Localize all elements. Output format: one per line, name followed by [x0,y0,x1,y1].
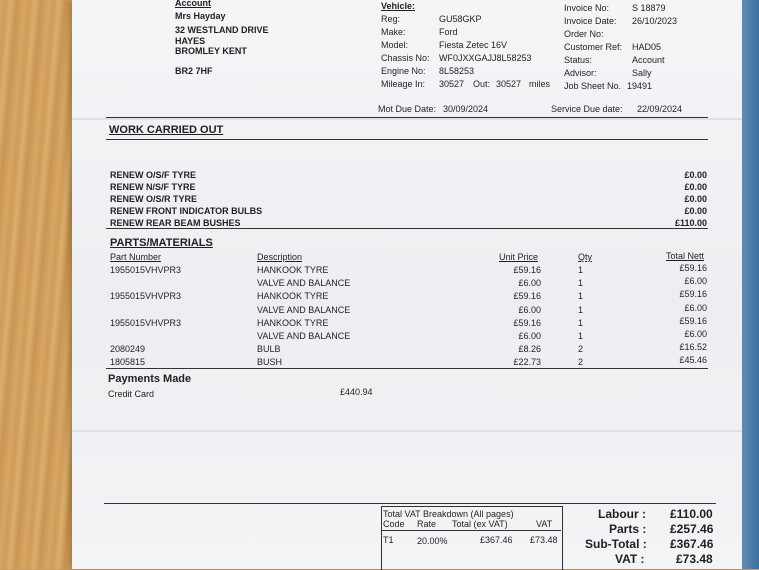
vat-amount: £73.48 [530,535,558,545]
address-line-2: HAYES [175,36,206,46]
engine-label: Engine No: [381,66,426,76]
address-line-3: BROMLEY KENT [175,46,247,56]
work-item-amount: £0.00 [684,206,707,216]
qty-cell: 1 [578,304,584,315]
part-number-cell: 2080249 [110,344,146,355]
order-no-label: Order No: [564,29,604,39]
qty-cell: 2 [578,357,584,368]
work-item-description: RENEW N/S/F TYRE [110,182,196,192]
labour-label: Labour : [598,507,646,521]
divider-line [106,139,708,140]
unit-price-cell: £59.16 [513,265,541,275]
vat-total-label: VAT : [615,552,645,566]
reg-label: Reg: [381,14,401,24]
qty-cell: 2 [578,344,584,355]
vat-col-vat: VAT [536,519,553,529]
total-nett-cell: £59.16 [679,315,707,326]
parts-total-value: £257.46 [670,522,714,536]
advisor-value: Sally [632,68,652,78]
qty-cell: 1 [578,331,584,341]
divider-line [106,368,708,369]
customer-heading: Account [175,0,211,8]
total-nett-cell: £59.16 [679,263,707,273]
unit-price-cell: £6.00 [518,278,541,289]
work-item-description: RENEW FRONT INDICATOR BULBS [110,206,263,216]
divider-line [106,228,708,229]
part-number-cell: 1955015VHVPR3 [110,265,182,275]
model-label: Model: [381,40,409,50]
make-label: Make: [381,27,406,37]
part-number-cell: 1955015VHVPR3 [110,317,182,328]
part-number-cell: 1805815 [110,357,146,368]
work-item-amount: £0.00 [684,170,707,180]
make-value: Ford [439,27,458,37]
divider-line [104,503,716,504]
col-unit-price: Unit Price [499,252,539,262]
work-item-amount: £0.00 [684,182,707,192]
labour-value: £110.00 [670,507,713,521]
unit-price-cell: £6.00 [518,331,541,341]
vat-total: £367.46 [480,535,513,545]
col-total-nett: Total Nett [666,251,705,261]
chassis-label: Chassis No: [381,53,430,63]
customer-ref-value: HAD05 [632,42,662,52]
vat-total-value: £73.48 [676,552,713,566]
subtotal-label: Sub-Total : [585,537,647,551]
col-description: Description [257,252,303,262]
work-item-amount: £0.00 [684,194,707,204]
unit-price-cell: £22.73 [513,357,541,368]
qty-cell: 1 [578,291,584,302]
total-nett-cell: £59.16 [679,289,707,300]
work-item-description: RENEW REAR BEAM BUSHES [110,218,241,228]
invoice-date-value: 26/10/2023 [632,16,678,26]
mileage-label: Mileage In: [381,79,426,89]
status-value: Account [632,55,665,65]
part-description-cell: VALVE AND BALANCE [257,304,351,315]
service-due-label: Service Due date: [551,104,623,114]
mot-due-value: 30/09/2024 [443,104,489,114]
total-nett-cell: £16.52 [679,342,707,353]
part-description-cell: BULB [257,344,281,355]
payments-heading: Payments Made [108,373,192,385]
payment-amount: £440.94 [340,387,373,397]
advisor-label: Advisor: [564,68,597,78]
invoice-no-value: S 18879 [632,3,666,13]
col-qty: Qty [578,252,593,262]
invoice-no-label: Invoice No: [564,3,610,13]
address-line-1: 32 WESTLAND DRIVE [175,25,269,35]
qty-cell: 1 [578,278,584,289]
part-description-cell: HANKOOK TYRE [257,291,329,302]
paper-fold [72,118,742,120]
vat-col-code: Code [383,519,405,529]
total-nett-cell: £45.46 [679,355,707,366]
unit-price-cell: £59.16 [513,291,541,302]
mot-due-label: Mot Due Date: [378,104,437,114]
job-sheet-label: Job Sheet No. [564,81,622,91]
vat-code: T1 [383,535,394,545]
col-part-number: Part Number [110,252,162,262]
mileage-out-label: Out: [473,79,491,89]
parts-heading: PARTS/MATERIALS [110,237,213,249]
parts-total-label: Parts : [609,522,647,536]
invoice-date-label: Invoice Date: [564,16,617,26]
work-item-description: RENEW O/S/F TYRE [110,170,197,180]
part-description-cell: HANKOOK TYRE [257,265,329,275]
customer-ref-label: Customer Ref: [564,42,623,52]
reg-value: GU58GKP [439,14,482,24]
vat-title: Total VAT Breakdown (All pages) [383,509,514,519]
job-sheet-value: 19491 [627,81,653,91]
model-value: Fiesta Zetec 16V [439,40,508,50]
postcode: BR2 7HF [175,66,213,76]
total-nett-cell: £6.00 [684,329,707,339]
vat-col-total: Total (ex VAT) [452,519,508,529]
paper-fold [72,430,742,432]
vehicle-heading: Vehicle: [381,1,416,11]
vat-rate: 20.00% [417,536,448,546]
unit-price-cell: £8.26 [518,344,541,355]
vat-col-rate: Rate [417,519,437,529]
part-description-cell: VALVE AND BALANCE [257,278,351,289]
part-description-cell: VALVE AND BALANCE [257,331,351,341]
subtotal-value: £367.46 [670,537,714,551]
qty-cell: 1 [578,317,584,328]
divider-line [106,117,708,118]
work-item-description: RENEW O/S/R TYRE [110,194,198,204]
qty-cell: 1 [578,265,584,275]
customer-name: Mrs Hayday [175,11,226,21]
service-due-value: 22/09/2024 [637,104,683,114]
mileage-out-value: 30527 [496,79,522,89]
total-nett-cell: £6.00 [684,276,707,287]
part-description-cell: BUSH [257,357,283,368]
chassis-value: WF0JXXGAJJ8L58253 [439,53,532,63]
work-item-amount: £110.00 [674,218,707,228]
mileage-unit: miles [529,79,551,89]
payment-method: Credit Card [108,389,155,399]
mileage-in-value: 30527 [439,79,465,89]
vat-divider [381,530,561,531]
status-label: Status: [564,55,593,65]
unit-price-cell: £59.16 [513,317,541,328]
engine-value: 8L58253 [439,66,475,76]
total-nett-cell: £6.00 [684,302,707,313]
unit-price-cell: £6.00 [518,304,541,315]
part-description-cell: HANKOOK TYRE [257,317,329,328]
work-heading: WORK CARRIED OUT [109,124,224,136]
part-number-cell: 1955015VHVPR3 [110,291,182,302]
